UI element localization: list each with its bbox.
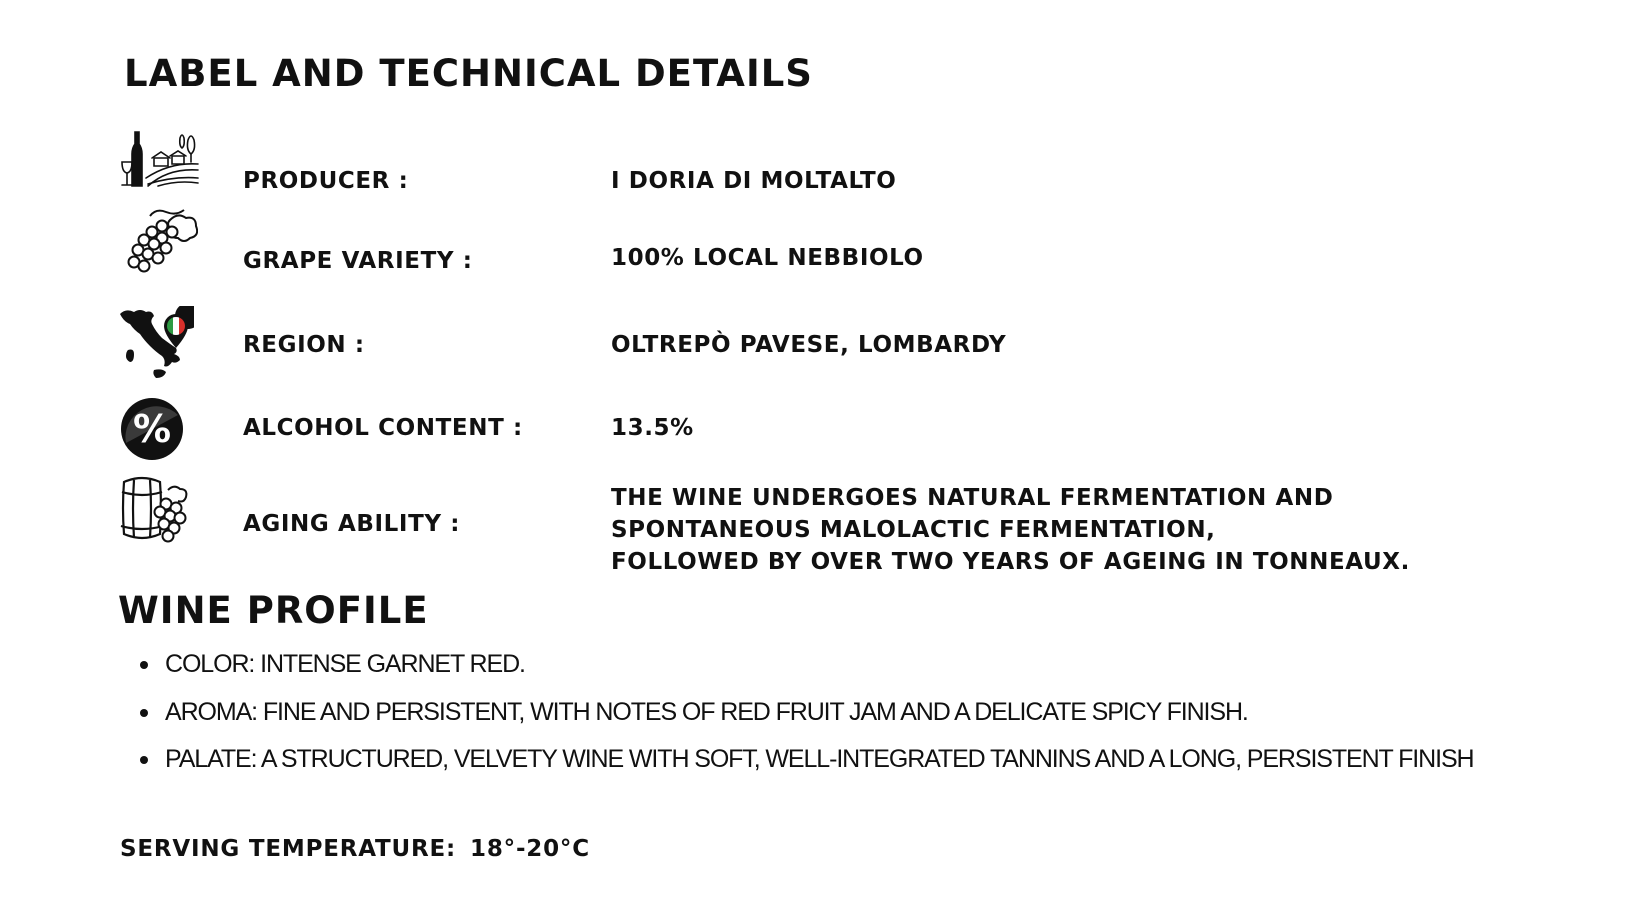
serving-temperature-label: SERVING TEMPERATURE: (120, 836, 457, 862)
serving-temperature (120, 836, 590, 862)
alcohol-content-label: ALCOHOL CONTENT : (243, 415, 523, 441)
bullet-icon (140, 756, 148, 764)
aging-ability-label: AGING ABILITY : (243, 511, 461, 537)
profile-item-color: COLOR: INTENSE GARNET RED. (165, 650, 525, 678)
grape-variety-value: 100% LOCAL NEBBIOLO (611, 245, 924, 271)
alcohol-content-value: 13.5% (611, 415, 694, 441)
aging-ability-line-1: THE WINE UNDERGOES NATURAL FERMENTATION AND (611, 485, 1334, 511)
region-value: OLTREPÒ PAVESE, LOMBARDY (611, 332, 1007, 358)
italy-map-icon (118, 306, 194, 380)
bullet-icon (140, 661, 148, 669)
svg-text:%: % (132, 407, 172, 451)
percent-icon (120, 397, 184, 461)
list-item (136, 745, 1473, 793)
wine-profile-title: WINE PROFILE (118, 589, 429, 632)
page-title: LABEL AND TECHNICAL DETAILS (124, 52, 813, 95)
bullet-icon (140, 709, 148, 717)
barrel-icon (118, 476, 190, 544)
profile-item-aroma: AROMA: FINE AND PERSISTENT, WITH NOTES OF RED FRUIT JAM AND A DELICATE SPICY FINISH. (165, 697, 1248, 726)
vineyard-icon (118, 128, 200, 188)
profile-item-palate: PALATE: A STRUCTURED, VELVETY WINE WITH SOFT, WELL-INTEGRATED TANNINS AND A LONG, PERSISTENT FINISH (165, 745, 1474, 773)
producer-value: I DORIA DI MOLTALTO (611, 168, 897, 194)
region-label: REGION : (243, 332, 365, 358)
aging-ability-line-3: FOLLOWED BY OVER TWO YEARS OF AGEING IN TONNEAUX. (611, 549, 1410, 575)
wine-profile-list (136, 650, 1473, 793)
serving-temperature-value: 18°-20°C (470, 836, 590, 862)
producer-label: PRODUCER : (243, 168, 409, 194)
list-item (136, 698, 1473, 746)
aging-ability-value (611, 482, 1410, 578)
grape-variety-label: GRAPE VARIETY : (243, 248, 473, 274)
list-item (136, 650, 1473, 698)
aging-ability-line-2: SPONTANEOUS MALOLACTIC FERMENTATION, (611, 517, 1216, 543)
grapes-icon (122, 206, 198, 278)
